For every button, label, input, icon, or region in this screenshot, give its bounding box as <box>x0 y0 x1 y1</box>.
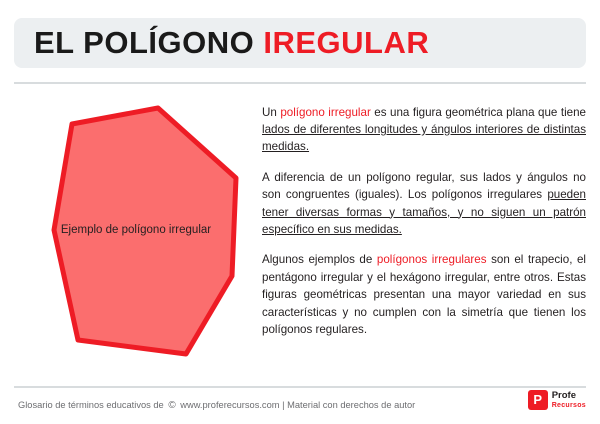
p3-term: polígonos irregulares <box>376 253 487 267</box>
p1-mid: es una figura geométrica plana que tiene <box>370 105 587 119</box>
page-title-accent: IREGULAR <box>263 25 430 60</box>
definition-text-column <box>262 92 586 382</box>
logo-line-2: Recursos <box>551 401 586 409</box>
footer <box>18 392 586 418</box>
logo-line-1: Profe <box>551 390 576 402</box>
p2-emphasis: pueden tener diversas formas y tamaños, y no siguen un patrón específico en sus medidas. <box>262 188 586 236</box>
figure-caption: Ejemplo de polígono irregular <box>60 224 212 236</box>
footer-separator: | <box>282 399 285 410</box>
brand-logo <box>528 390 586 410</box>
footer-divider <box>14 386 586 388</box>
logo-mark-icon <box>528 390 548 410</box>
footer-rights: Material con derechos de autor <box>287 399 416 410</box>
footer-credit <box>18 400 415 411</box>
p3-lead: Algunos ejemplos de <box>262 253 377 267</box>
paragraph-3 <box>262 251 586 338</box>
footer-prefix: Glosario de términos educativos de <box>18 399 164 410</box>
p1-emphasis: lados de diferentes longitudes y ángulos interiores de distintas medidas. <box>262 122 586 154</box>
p1-term: polígono irregular <box>280 105 371 119</box>
header-divider <box>14 82 586 84</box>
page-title <box>34 25 429 61</box>
footer-website-link[interactable]: www.proferecursos.com <box>180 399 280 410</box>
paragraph-1 <box>262 104 586 156</box>
title-bar <box>14 18 586 68</box>
p3-rest: son el trapecio, el pentágono irregular y el hexágono irregular, entre otros. Estas figuras geométricas presentan una mayor variedad en sus características y no cumplen con la simetría que tienen los polígonos regulares. <box>262 253 587 336</box>
logo-wordmark <box>552 391 586 409</box>
p1-lead: Un <box>262 105 281 119</box>
page-title-main: EL POLÍGONO <box>34 25 264 60</box>
figure-panel <box>18 92 254 380</box>
copyright-icon: © <box>168 399 176 411</box>
paragraph-2 <box>262 169 586 239</box>
p2-lead: A diferencia de un polígono regular, sus lados y ángulos no son congruentes (iguales). Los polígonos irregulares <box>262 170 586 202</box>
